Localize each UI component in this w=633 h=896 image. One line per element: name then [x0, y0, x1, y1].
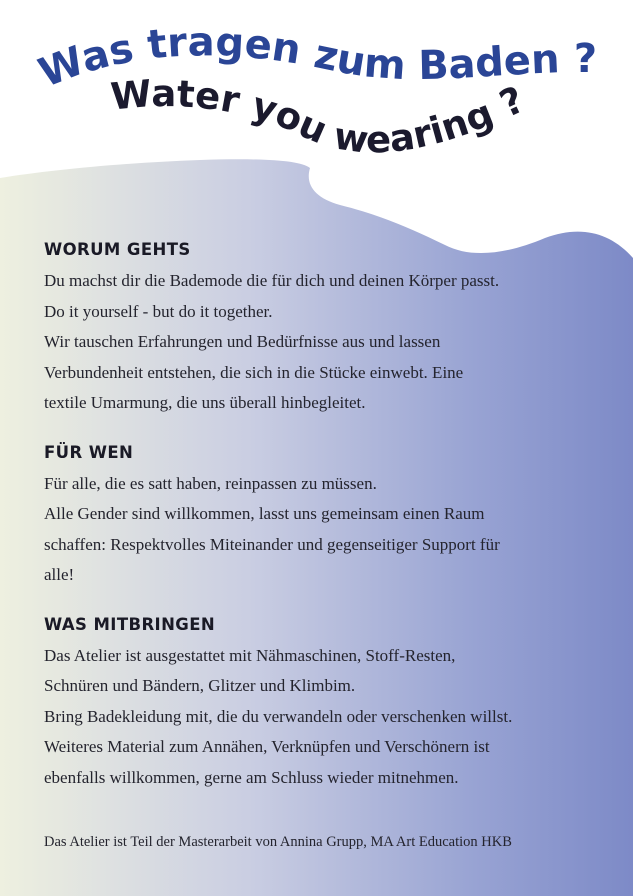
section-line: Für alle, die es satt haben, reinpassen zu müssen.	[44, 473, 377, 493]
section-line: Alle Gender sind willkommen, lasst uns gemeinsam einen Raum	[44, 504, 485, 523]
section-line: Wir tauschen Erfahrungen und Bedürfnisse aus und lassen	[44, 332, 441, 351]
section-was-mitbringen	[44, 613, 604, 794]
section-line: Schnüren und Bändern, Glitzer und Klimbim.	[44, 676, 356, 695]
section-fuer-wen	[44, 441, 604, 591]
main-content	[44, 238, 604, 815]
section-line: Weiteres Material zum Annähen, Verknüpfen und Verschönern ist	[44, 737, 490, 756]
section-line: schaffen: Respektvolles Miteinander und gegenseitiger Support für	[44, 534, 500, 554]
section-line: Verbundenheit entstehen, die sich in die Stücke einwebt. Eine	[44, 362, 464, 382]
title-line-german: Was tragen zum Baden ?	[32, 19, 598, 97]
title-graphic	[0, 0, 633, 240]
section-worum-gehts	[44, 238, 604, 419]
section-line: ebenfalls willkommen, gerne am Schluss wieder mitnehmen.	[44, 767, 459, 787]
section-line: alle!	[44, 565, 75, 584]
title-line-english: Water you wearing ?	[108, 72, 531, 162]
section-heading: FÜR WEN	[44, 442, 134, 462]
section-line: textile Umarmung, die uns überall hinbegleitet.	[44, 393, 366, 412]
section-line: Das Atelier ist ausgestattet mit Nähmaschinen, Stoff-Resten,	[44, 645, 456, 665]
footer-note: Das Atelier ist Teil der Masterarbeit von Annina Grupp, MA Art Education HKB	[44, 834, 512, 850]
section-line: Du machst dir die Bademode die für dich und deinen Körper passt.	[44, 271, 500, 290]
section-heading: WAS MITBRINGEN	[44, 614, 216, 634]
section-line: Bring Badekleidung mit, die du verwandeln oder verschenken willst.	[44, 706, 513, 726]
section-heading: WORUM GEHTS	[44, 240, 191, 259]
section-line: Do it yourself - but do it together.	[44, 301, 273, 321]
